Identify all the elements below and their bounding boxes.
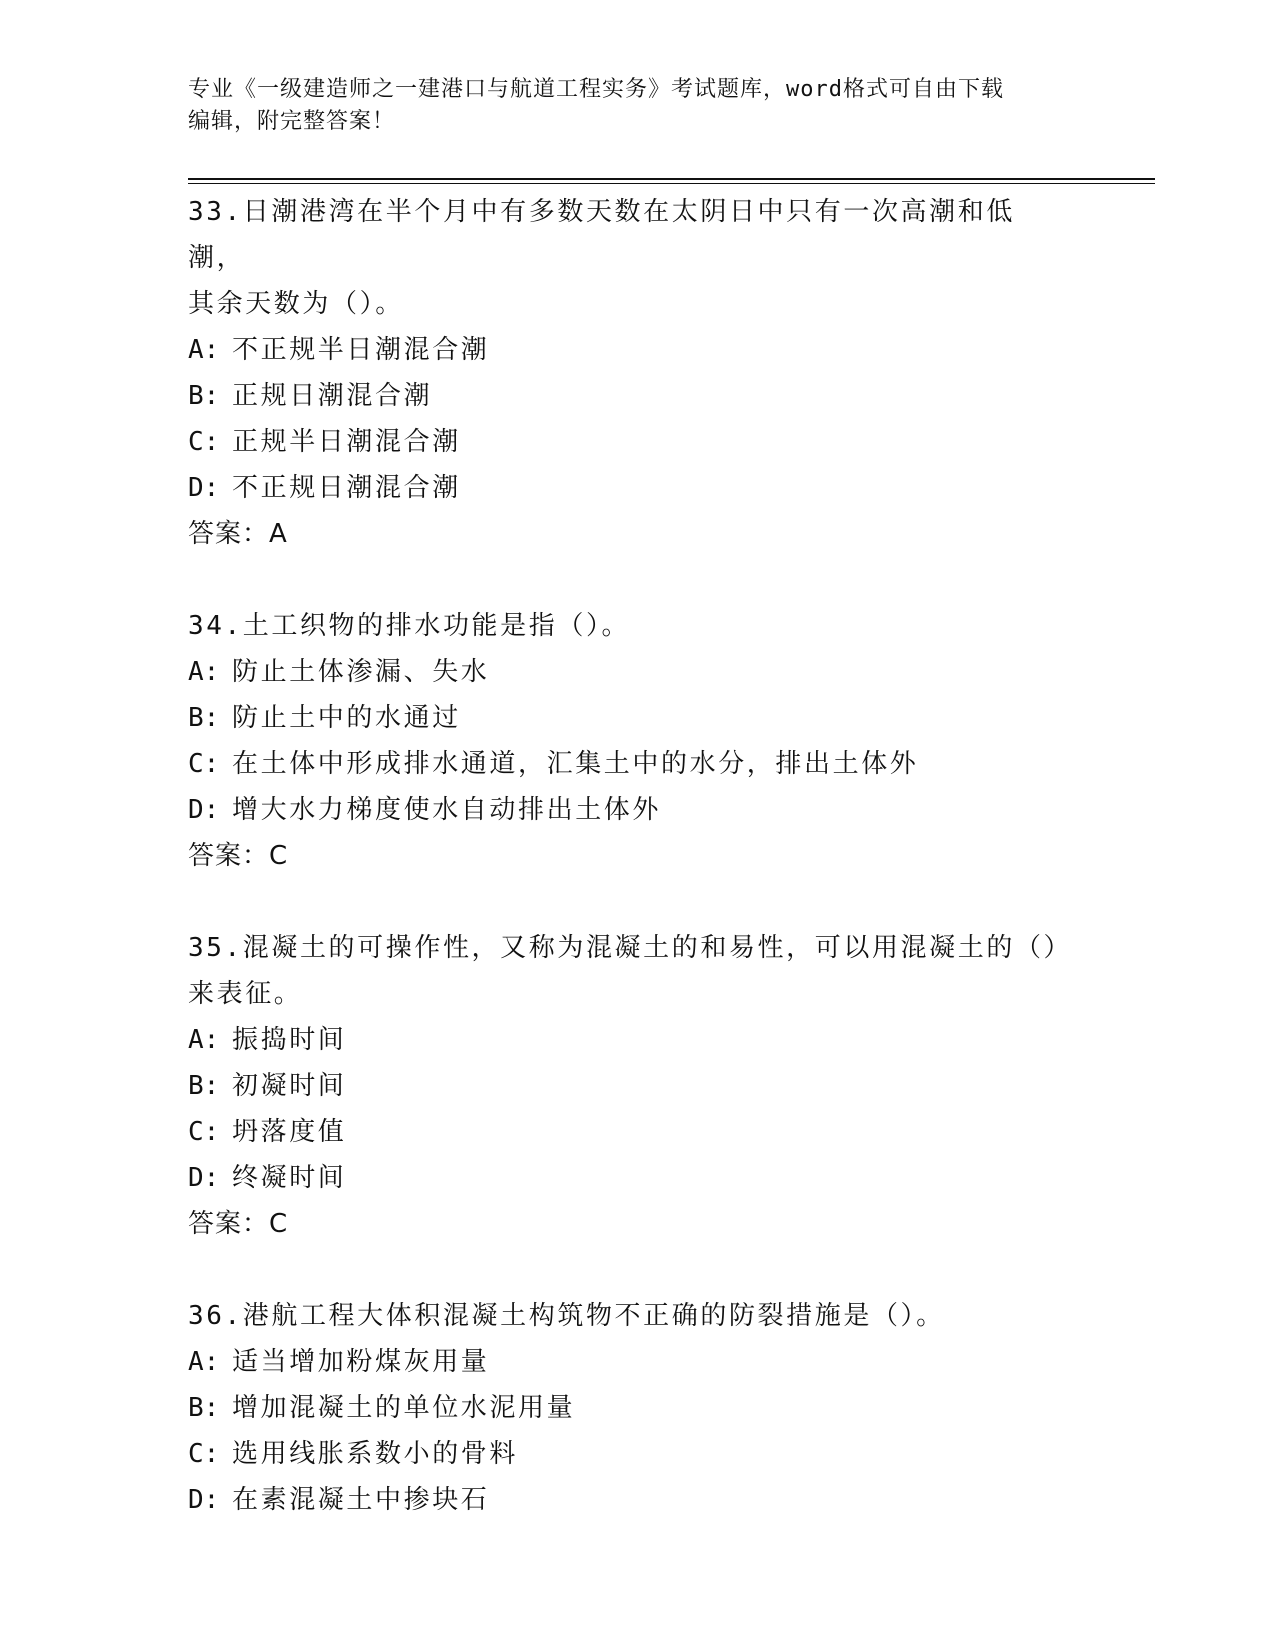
option-text: 防止土体渗漏、失水 [232, 657, 490, 687]
option-text: 振捣时间 [232, 1025, 347, 1055]
option-a [188, 1017, 1118, 1063]
option-label: D: [188, 1485, 220, 1515]
option-label: C: [188, 1117, 220, 1147]
question-stem: 33.日潮港湾在半个月中有多数天数在太阴日中只有一次高潮和低潮， [188, 197, 1015, 273]
option-label: D: [188, 473, 220, 503]
option-text: 不正规半日潮混合潮 [232, 335, 490, 365]
option-c [188, 741, 1118, 787]
option-d [188, 1155, 1118, 1201]
question-stem: 36.港航工程大体积混凝土构筑物不正确的防裂措施是（）。 [188, 1301, 945, 1331]
option-label: B: [188, 381, 220, 411]
option-label: C: [188, 1439, 220, 1469]
header-line-1: 专业《一级建造师之一建港口与航道工程实务》考试题库，word格式可自由下载 [188, 77, 1004, 102]
option-label: B: [188, 703, 220, 733]
option-a [188, 1339, 1118, 1385]
answer-value: C [269, 841, 289, 871]
option-label: A: [188, 1025, 220, 1055]
option-label: C: [188, 427, 220, 457]
option-text: 坍落度值 [232, 1117, 347, 1147]
answer-label: 答案： [188, 841, 270, 871]
option-d [188, 787, 1118, 833]
answer-line [188, 511, 1118, 557]
answer-label: 答案： [188, 1209, 270, 1239]
option-text: 防止土中的水通过 [232, 703, 461, 733]
option-text: 正规半日潮混合潮 [232, 427, 461, 457]
option-label: D: [188, 795, 220, 825]
header-divider-thin [188, 183, 1155, 184]
option-text: 终凝时间 [232, 1163, 347, 1193]
option-d [188, 1477, 1118, 1523]
question-stem-continued: 其余天数为（）。 [188, 289, 404, 319]
answer-line [188, 833, 1118, 879]
question-33 [188, 189, 1118, 557]
answer-line [188, 1201, 1118, 1247]
option-label: A: [188, 335, 220, 365]
option-text: 增大水力梯度使水自动排出土体外 [232, 795, 662, 825]
document-header [188, 74, 1088, 138]
option-text: 在素混凝土中掺块石 [232, 1485, 490, 1515]
question-36 [188, 1293, 1118, 1523]
question-35 [188, 925, 1118, 1247]
option-label: C: [188, 749, 220, 779]
option-text: 不正规日潮混合潮 [232, 473, 461, 503]
option-label: B: [188, 1071, 220, 1101]
header-line-2: 编辑，附完整答案！ [188, 109, 396, 134]
option-a [188, 649, 1118, 695]
option-text: 正规日潮混合潮 [232, 381, 433, 411]
option-d [188, 465, 1118, 511]
question-stem: 35.混凝土的可操作性，又称为混凝土的和易性，可以用混凝土的（） [188, 933, 1073, 963]
option-a [188, 327, 1118, 373]
option-text: 在土体中形成排水通道，汇集土中的水分，排出土体外 [232, 749, 919, 779]
header-divider-thick [188, 178, 1155, 180]
question-list [188, 189, 1118, 1523]
option-label: A: [188, 657, 220, 687]
option-label: A: [188, 1347, 220, 1377]
option-b [188, 695, 1118, 741]
answer-value: C [269, 1209, 289, 1239]
answer-value: A [269, 519, 288, 549]
option-text: 适当增加粉煤灰用量 [232, 1347, 490, 1377]
option-b [188, 1063, 1118, 1109]
option-b [188, 373, 1118, 419]
question-stem: 34.土工织物的排水功能是指（）。 [188, 611, 631, 641]
option-b [188, 1385, 1118, 1431]
option-c [188, 1431, 1118, 1477]
question-34 [188, 603, 1118, 879]
option-text: 增加混凝土的单位水泥用量 [232, 1393, 576, 1423]
question-stem-continued: 来表征。 [188, 979, 303, 1009]
option-c [188, 1109, 1118, 1155]
answer-label: 答案： [188, 519, 270, 549]
option-text: 初凝时间 [232, 1071, 347, 1101]
option-label: D: [188, 1163, 220, 1193]
option-c [188, 419, 1118, 465]
option-text: 选用线胀系数小的骨料 [232, 1439, 519, 1469]
option-label: B: [188, 1393, 220, 1423]
